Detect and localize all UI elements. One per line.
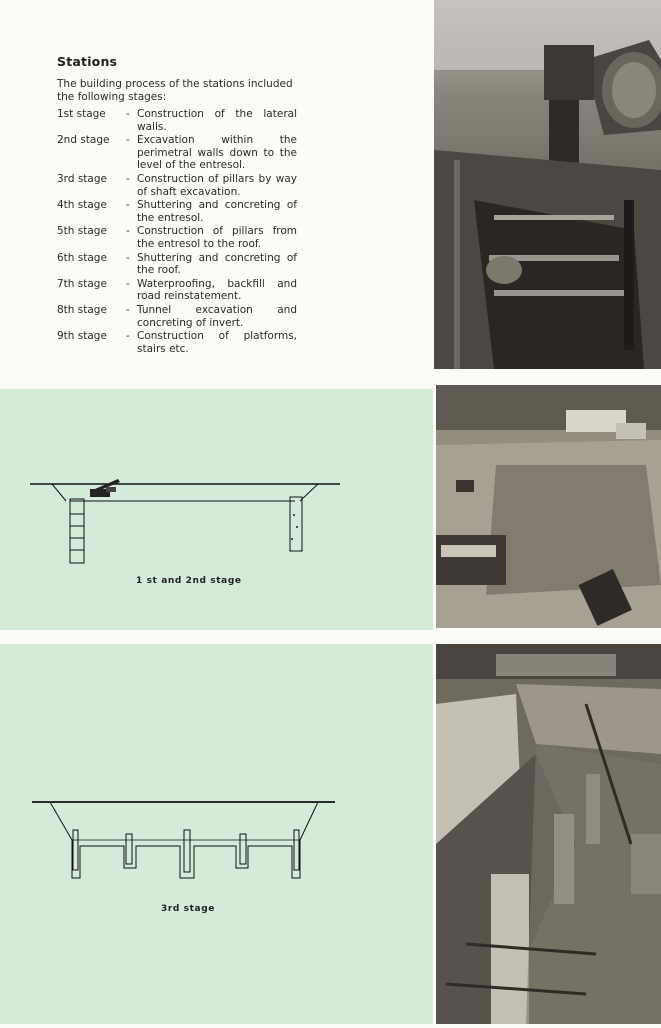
construction-photo-concrete-mixer xyxy=(434,0,661,369)
stage-separator: - xyxy=(126,172,130,185)
stage-label: 3rd stage xyxy=(57,172,107,185)
stage-label: 5th stage xyxy=(57,225,107,238)
stage-separator: - xyxy=(126,199,130,212)
stage-item xyxy=(57,199,297,224)
stage-description: Construction of platforms, stairs etc. xyxy=(137,330,297,355)
stage-label: 6th stage xyxy=(57,251,107,264)
intro-paragraph: The building process of the stations included the following stages: xyxy=(57,78,293,103)
stage-description: Shuttering and concreting of the roof. xyxy=(137,251,297,277)
stage-description: Waterproofing, backfill and road reinstatement. xyxy=(137,277,297,303)
stage-item xyxy=(57,278,297,303)
stage-separator: - xyxy=(126,251,130,264)
section-diagram-stage-3 xyxy=(0,644,433,1024)
stage-separator: - xyxy=(126,225,130,238)
construction-photo-excavation-site xyxy=(436,385,661,628)
diagram-caption-stage-3: 3rd stage xyxy=(161,904,215,914)
stage-label: 1st stage xyxy=(57,108,106,120)
stage-item xyxy=(57,225,297,250)
stage-label: 4th stage xyxy=(57,199,107,212)
stage-separator: - xyxy=(126,134,130,147)
stage-label: 9th stage xyxy=(57,330,107,343)
stage-list xyxy=(57,108,297,355)
stage-item xyxy=(57,252,297,277)
stage-item xyxy=(57,108,297,133)
construction-photo-station-trench xyxy=(436,644,661,1024)
stage-item xyxy=(57,304,297,329)
stage-item xyxy=(57,134,297,172)
stage-separator: - xyxy=(126,277,130,290)
stage-item xyxy=(57,330,297,355)
stage-label: 2nd stage xyxy=(57,134,110,147)
stage-separator: - xyxy=(126,108,130,120)
section-diagram-stage-1-2 xyxy=(0,389,433,630)
stations-text xyxy=(57,54,297,356)
stage-separator: - xyxy=(126,330,130,343)
section-title: Stations xyxy=(57,54,118,69)
diagram-caption-stage-1-2: 1 st and 2nd stage xyxy=(136,576,242,586)
stage-description: Shuttering and concreting of the entresol. xyxy=(137,199,297,224)
stage-description: Construction of pillars from the entresol to the roof. xyxy=(137,225,297,250)
stage-description: Tunnel excavation and concreting of invert. xyxy=(137,303,297,329)
stage-label: 7th stage xyxy=(57,277,107,290)
stage-label: 8th stage xyxy=(57,303,107,316)
stage-description: Construction of the lateral walls. xyxy=(137,108,297,133)
stage-item xyxy=(57,173,297,198)
stage-separator: - xyxy=(126,303,130,316)
diagram-panel-stage-1-2 xyxy=(0,389,433,630)
stage-description: Construction of pillars by way of shaft excavation. xyxy=(137,172,297,198)
stage-description: Excavation within the perimetral walls down to the level of the entresol. xyxy=(137,134,297,172)
diagram-panel-stage-3 xyxy=(0,644,433,1024)
